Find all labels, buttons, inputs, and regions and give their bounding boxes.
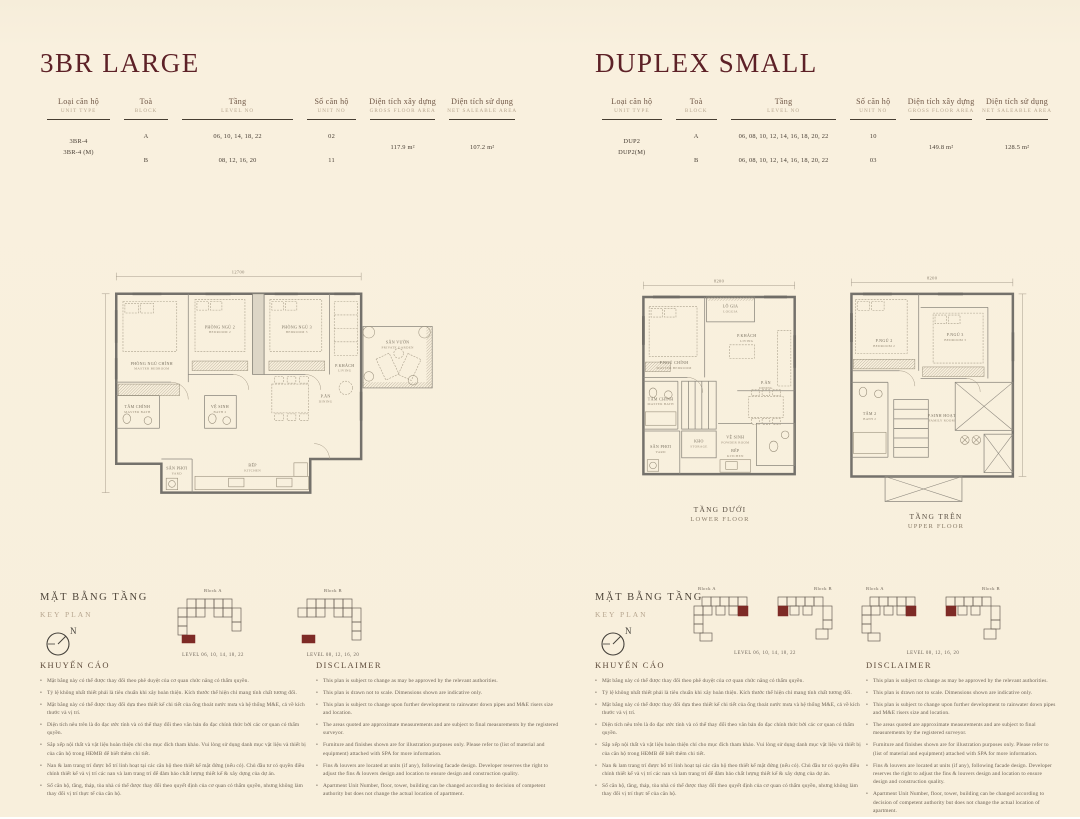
col-header-nsa: Diện tích sử dụng NET SALEABLE AREA bbox=[979, 97, 1055, 120]
svg-text:DINING: DINING bbox=[318, 399, 333, 404]
room-label-living: P.KHÁCH bbox=[737, 333, 757, 339]
room-label-bedroom2: P.NGỦ 2 bbox=[875, 337, 893, 343]
page-title-3br-large: 3BR LARGE bbox=[40, 48, 200, 78]
unit-table-3br bbox=[40, 97, 522, 172]
compass-icon bbox=[42, 620, 86, 660]
svg-text:LOGGIA: LOGGIA bbox=[723, 309, 738, 314]
svg-text:BEDROOM 2: BEDROOM 2 bbox=[873, 343, 896, 348]
dim-width-label: 8200 bbox=[926, 275, 938, 281]
svg-text:POWDER ROOM: POWDER ROOM bbox=[721, 440, 750, 445]
keyplan-group-1: Block A Block B LEVEL 06, 10, 14, 18, 22 bbox=[690, 586, 840, 656]
svg-text:KITCHEN: KITCHEN bbox=[726, 453, 744, 458]
col-header-block: Toà BLOCK bbox=[669, 97, 724, 120]
nsa-value: 107.2 m² bbox=[469, 143, 495, 151]
room-label-master-bath: TẮM CHÍNH bbox=[647, 396, 674, 402]
block-b: B bbox=[693, 156, 699, 164]
col-header-nsa: Diện tích sử dụng NET SALEABLE AREA bbox=[442, 97, 522, 120]
room-label-master-bedroom: PHÒNG NGỦ CHÍNH bbox=[130, 360, 173, 366]
svg-text:MASTER BATH: MASTER BATH bbox=[124, 409, 151, 414]
dim-width-label: 12700 bbox=[231, 269, 245, 275]
col-header-level: Tầng LEVEL NO bbox=[724, 97, 844, 120]
gfa-value: 117.9 m² bbox=[390, 143, 415, 151]
levels-b: 06, 08, 10, 12, 14, 16, 18, 20, 22 bbox=[738, 156, 829, 164]
khuyen-cao-left: KHUYẾN CÁO • Mặt bằng này có thể được thay đổi theo phê duyệt của cơ quan chức năng có thẩm quyền. • Tỷ lệ không nhất thiết phải là tiêu chuẩn khi xây hoàn thiện. Kích thước thể hiện chỉ mang tính chất tương đối. • Mặt bằng này có thể được thay đổi dựa theo thiết kế chi tiết của ống thoát nước mưa và hệ thống M&E, cả về kích thước và vị trí. • Diện tích nêu trên là đo đạc ước tính và có thể thay đổi theo văn bản đo đạc chính thức bởi các cơ quan có thẩm quyền. • Sắp xếp nội thất và vật liệu hoàn thiện chỉ cho mục đích tham khảo. Vui lòng sử dụng danh mục vật liệu và thiết bị của căn hộ trong HĐMB để biết thêm chi tiết. • Nan & lam trang trí được bố trí linh hoạt tại các căn hộ theo thiết kế mặt đứng (nếu có). Chủ đầu tư có quyền điều chỉnh thiết kế và vị trí các nan và lam trang trí để đảm bảo chất lượng thiết kế & xây dựng của dự án. • Số căn hộ, tầng, tháp, tòa nhà có thể được thay đổi theo quyết định của cơ quan có thẩm quyền, nhưng không làm thay đổi vị trí thực tế của căn hộ. bbox=[40, 660, 308, 802]
unit-type-value: DUP2 DUP2(M) bbox=[618, 138, 646, 156]
unit-table-duplex bbox=[595, 97, 1055, 172]
room-label-yard: SÂN PHƠI bbox=[166, 465, 188, 471]
room-label-kitchen: BẾP bbox=[731, 448, 740, 454]
room-label-garden: SÂN VƯỜN bbox=[385, 339, 410, 345]
dim-width-label: 8200 bbox=[713, 278, 725, 284]
unit-no-a: 02 bbox=[328, 132, 335, 140]
svg-text:LIVING: LIVING bbox=[740, 338, 754, 343]
room-label-bedroom3: P.NGỦ 3 bbox=[946, 332, 964, 338]
floorplan-duplex-lower bbox=[630, 275, 810, 497]
col-header-gfa: Diện tích xây dựng GROSS FLOOR AREA bbox=[363, 97, 443, 120]
gfa-value: 149.8 m² bbox=[928, 143, 954, 151]
col-header-unit-type: Loại căn hộ UNIT TYPE bbox=[595, 97, 669, 120]
levels-a: 06, 10, 14, 18, 22 bbox=[213, 132, 262, 140]
col-header-unit-no: Số căn hộ UNIT NO bbox=[843, 97, 903, 120]
svg-text:DINING: DINING bbox=[759, 385, 773, 390]
col-header-gfa: Diện tích xây dựng GROSS FLOOR AREA bbox=[903, 97, 979, 120]
svg-text:MASTER BEDROOM: MASTER BEDROOM bbox=[134, 366, 170, 371]
svg-text:LIVING: LIVING bbox=[338, 368, 352, 373]
room-label-yard: SÂN PHƠI bbox=[650, 444, 672, 450]
unit-no-b: 03 bbox=[869, 156, 877, 164]
room-label-bath2: TẮM 2 bbox=[862, 410, 877, 416]
room-label-family: P.SINH HOẠT bbox=[927, 412, 956, 418]
room-label-kitchen: BẾP bbox=[248, 462, 257, 468]
room-label-loggia: LÔ GIA bbox=[722, 303, 739, 309]
levels-a: 06, 08, 10, 12, 14, 16, 18, 20, 22 bbox=[738, 132, 829, 140]
svg-text:BEDROOM 3: BEDROOM 3 bbox=[944, 338, 967, 342]
svg-text:BEDROOM 3: BEDROOM 3 bbox=[285, 330, 308, 335]
unit-no-b: 11 bbox=[328, 156, 335, 164]
block-a: A bbox=[693, 132, 699, 140]
block-a: A bbox=[143, 132, 149, 140]
caption-upper-floor: TẦNG TRÊN UPPER FLOOR bbox=[907, 512, 965, 530]
svg-text:BATH 2: BATH 2 bbox=[213, 409, 227, 414]
room-label-master-bedroom: P.NGỦ CHÍNH bbox=[659, 359, 689, 365]
room-label-powder: VỆ SINH bbox=[726, 434, 745, 440]
keyplan-group-block-a: Block A LEVEL 06, 10, 14, 18, 22 bbox=[158, 588, 268, 658]
keyplan-cluster-a bbox=[169, 595, 257, 645]
keyplan-cluster-pair-1 bbox=[690, 593, 840, 643]
keyplan-group-2: Block A Block B LEVEL 08, 12, 16, 20 bbox=[858, 586, 1008, 656]
keyplan-group-block-b: Block B LEVEL 08, 12, 16, 20 bbox=[278, 588, 388, 658]
keyplan-cluster-pair-2 bbox=[858, 593, 1008, 643]
disclaimer-right: DISCLAIMER • This plan is subject to change as may be approved by the relevant authorities. • This plan is drawn not to scale. Dimensions shown are indicative only. • This plan is subject to change upon further development to rainwater down pipes and M&E risers size and location. • The areas quoted are approximate measurements and are subject to final measurements by the registered surveyor. • Furniture and finishes shown are for illustration purposes only. Please refer to (list of material and equipment) attached with SPA for more information. • Fins & louvers are located at units (if any), following facade design. Developer reserves the right to adjust the fins & louvers design and location to ensure design and construction quality. • Apartment Unit Number, floor, tower, building can be changed according to decision of competent authority but does not change the actual location of apartment. bbox=[866, 660, 1056, 819]
room-label-bath2: VỆ SINH bbox=[210, 404, 230, 410]
svg-text:N: N bbox=[70, 626, 77, 636]
floorplan-duplex-upper bbox=[838, 272, 1034, 508]
room-label-living: P.KHÁCH bbox=[335, 362, 355, 368]
room-label-bedroom3: PHÒNG NGỦ 3 bbox=[281, 324, 312, 330]
block-b: B bbox=[143, 156, 149, 164]
col-header-block: Toà BLOCK bbox=[117, 97, 175, 120]
keyplan-cluster-b bbox=[289, 595, 377, 645]
page-title-duplex-small: DUPLEX SMALL bbox=[595, 48, 818, 78]
svg-text:YARD: YARD bbox=[655, 450, 666, 455]
room-label-dining: P.ĂN bbox=[320, 393, 331, 399]
col-header-unit-type: Loại căn hộ UNIT TYPE bbox=[40, 97, 117, 120]
caption-lower-floor: TẦNG DƯỚI LOWER FLOOR bbox=[690, 505, 750, 523]
khuyen-cao-right: KHUYẾN CÁO • Mặt bằng này có thể được thay đổi theo phê duyệt của cơ quan chức năng có thẩm quyền. • Tỷ lệ không nhất thiết phải là tiêu chuẩn khi xây hoàn thiện. Kích thước thể hiện chỉ mang tính chất tương đối. • Mặt bằng này có thể được thay đổi dựa theo thiết kế chi tiết của ống thoát nước mưa và hệ thống M&E, cả về kích thước và vị trí. • Diện tích nêu trên là đo đạc ước tính và có thể thay đổi theo văn bản đo đạc chính thức bởi các cơ quan có thẩm quyền. • Sắp xếp nội thất và vật liệu hoàn thiện chỉ cho mục đích tham khảo. Vui lòng sử dụng danh mục vật liệu và thiết bị của căn hộ trong HĐMB để biết thêm chi tiết. • Nan & lam trang trí được bố trí linh hoạt tại các căn hộ theo thiết kế mặt đứng (nếu có). Chủ đầu tư có quyền điều chỉnh thiết kế và vị trí các nan và lam trang trí để đảm bảo chất lượng thiết kế & xây dựng của dự án. • Số căn hộ, tầng, tháp, tòa nhà có thể được thay đổi theo quyết định của cơ quan có thẩm quyền, nhưng không làm thay đổi vị trí thực tế của căn hộ. bbox=[595, 660, 863, 802]
svg-text:BEDROOM 2: BEDROOM 2 bbox=[209, 330, 231, 335]
svg-text:PRIVATE GARDEN: PRIVATE GARDEN bbox=[381, 345, 414, 350]
keyplan-title-vn: MẶT BẰNG TẦNG bbox=[595, 592, 703, 603]
room-label-dining: P.ĂN bbox=[760, 380, 771, 386]
unit-no-a: 10 bbox=[869, 132, 877, 140]
floorplan-3br bbox=[98, 262, 486, 510]
col-header-unit-no: Số căn hộ UNIT NO bbox=[300, 97, 363, 120]
svg-text:BATH 2: BATH 2 bbox=[863, 416, 877, 421]
svg-text:KITCHEN: KITCHEN bbox=[244, 468, 262, 473]
disclaimer-left: DISCLAIMER • This plan is subject to change as may be approved by the relevant authorities. • This plan is drawn not to scale. Dimensions shown are indicative only. • This plan is subject to change upon further development to rainwater down pipes and M&E risers size and location. • The areas quoted are approximate measurements and are subject to final measurements by the registered surveyor. • Furniture and finishes shown are for illustration purposes only. Please refer to (list of material and equipment) attached with SPA for more information. • Fins & louvers are located at units (if any), following facade design. Developer reserves the right to adjust the fins & louvers design and location to ensure design and construction quality. • Apartment Unit Number, floor, tower, building can be changed according to decision of competent authority but does not change the actual location of apartment. bbox=[316, 660, 562, 802]
svg-text:MASTER BATH: MASTER BATH bbox=[647, 402, 674, 407]
svg-text:YARD: YARD bbox=[171, 471, 182, 476]
compass-icon bbox=[597, 620, 641, 660]
room-label-bedroom2: PHÒNG NGỦ 2 bbox=[204, 324, 236, 330]
keyplan-title-en: KEY PLAN bbox=[40, 610, 93, 619]
unit-type-value: 3BR-4 3BR-4 (M) bbox=[63, 138, 94, 156]
room-label-storage: KHO bbox=[694, 438, 704, 444]
keyplan-title-en: KEY PLAN bbox=[595, 610, 648, 619]
nsa-value: 128.5 m² bbox=[1004, 143, 1030, 151]
svg-text:STORAGE: STORAGE bbox=[690, 444, 708, 449]
col-header-level: Tầng LEVEL NO bbox=[175, 97, 300, 120]
svg-text:N: N bbox=[625, 626, 632, 636]
svg-text:MASTER BEDROOM: MASTER BEDROOM bbox=[656, 365, 692, 370]
keyplan-title-vn: MẶT BẰNG TẦNG bbox=[40, 592, 148, 603]
svg-text:FAMILY ROOM: FAMILY ROOM bbox=[928, 418, 955, 423]
levels-b: 08, 12, 16, 20 bbox=[218, 156, 257, 164]
room-label-master-bath: TẮM CHÍNH bbox=[124, 404, 151, 410]
